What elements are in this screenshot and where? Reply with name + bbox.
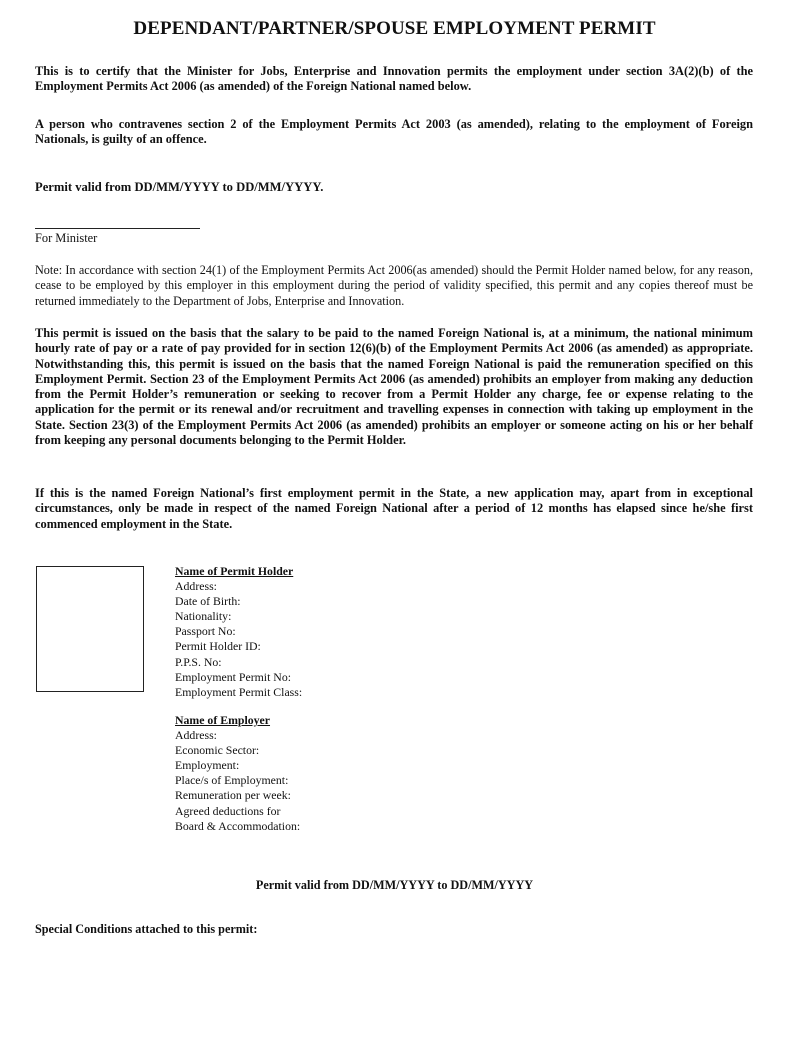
salary-paragraph: This permit is issued on the basis that the salary to be paid to the named Foreign National is, at a minimum, the national minimum hourly rate of pay or a rate of pay provided for in section 12(6)(b) of the Employment Permits Act 2006 (as amended) as appropriate. Notwithstanding this, this permit is issued on the basis that the named Foreign National is paid the remuneration specified on this Employment Permit. Section 23 of the Employment Permits Act 2006 (as amended) prohibits an employer from making any deduction from the Permit Holder’s remuneration or seeking to recover from a Permit Holder any charge, fee or expense relating to the application for the permit or its renewal and/or recruitment and travelling expenses in connection with taking up employment in the State. Section 23(3) of the Employment Permits Act 2006 (as amended) prohibits an employer or someone acting on his or her behalf from keeping any personal documents belonging to the Permit Holder. [35, 326, 753, 448]
special-conditions-label: Special Conditions attached to this permit: [35, 922, 258, 936]
employment-permit-no-label: Employment Permit No: [175, 669, 291, 684]
photo-placeholder [36, 566, 144, 692]
permit-holder-pps-label: P.P.S. No: [175, 654, 222, 669]
bottom-permit-validity: Permit valid from DD/MM/YYYY to DD/MM/YYYY [255, 878, 534, 892]
for-minister-label: For Minister [35, 231, 98, 245]
economic-sector-label: Economic Sector: [175, 743, 260, 758]
note-paragraph: Note: In accordance with section 24(1) of the Employment Permits Act 2006(as amended) should the Permit Holder named below, for any reason, cease to be employed by this employer in this employment during the period of validity specified, this permit and any copies thereof must be returned immediately to the Department of Jobs, Enterprise and Innovation. [35, 263, 753, 308]
permit-holder-dob-label: Date of Birth: [175, 594, 241, 609]
permit-holder-nationality-label: Nationality: [175, 609, 232, 624]
employer-section [175, 713, 300, 834]
permit-holder-passport-label: Passport No: [175, 624, 236, 639]
offence-paragraph: A person who contravenes section 2 of the Employment Permits Act 2003 (as amended), relating to the employment of Foreign Nationals, is guilty of an offence. [35, 117, 753, 147]
permit-holder-id-label: Permit Holder ID: [175, 639, 261, 654]
employer-heading: Name of Employer [175, 713, 271, 727]
agreed-deductions-label: Agreed deductions for [175, 803, 281, 818]
remuneration-label: Remuneration per week: [175, 788, 291, 803]
place-of-employment-label: Place/s of Employment: [175, 773, 289, 788]
employment-label: Employment: [175, 758, 240, 773]
employer-address-label: Address: [175, 728, 217, 743]
permit-holder-heading: Name of Permit Holder [175, 564, 294, 578]
permit-holder-address-label: Address: [175, 579, 217, 594]
document-title: DEPENDANT/PARTNER/SPOUSE EMPLOYMENT PERMIT [133, 18, 656, 39]
signature-line [35, 228, 200, 229]
permit-holder-section [175, 564, 302, 700]
first-permit-paragraph: If this is the named Foreign National’s first employment permit in the State, a new application may, apart from in exceptional circumstances, only be made in respect of the named Foreign National after a period of 12 months has elapsed since he/she first commenced employment in the State. [35, 486, 753, 531]
board-accommodation-label: Board & Accommodation: [175, 818, 301, 833]
permit-validity: Permit valid from DD/MM/YYYY to DD/MM/YYYY. [35, 180, 324, 194]
employment-permit-class-label: Employment Permit Class: [175, 684, 303, 699]
certification-paragraph: This is to certify that the Minister for Jobs, Enterprise and Innovation permits the employment under section 3A(2)(b) of the Employment Permits Act 2006 (as amended) of the Foreign National named below. [35, 64, 753, 94]
